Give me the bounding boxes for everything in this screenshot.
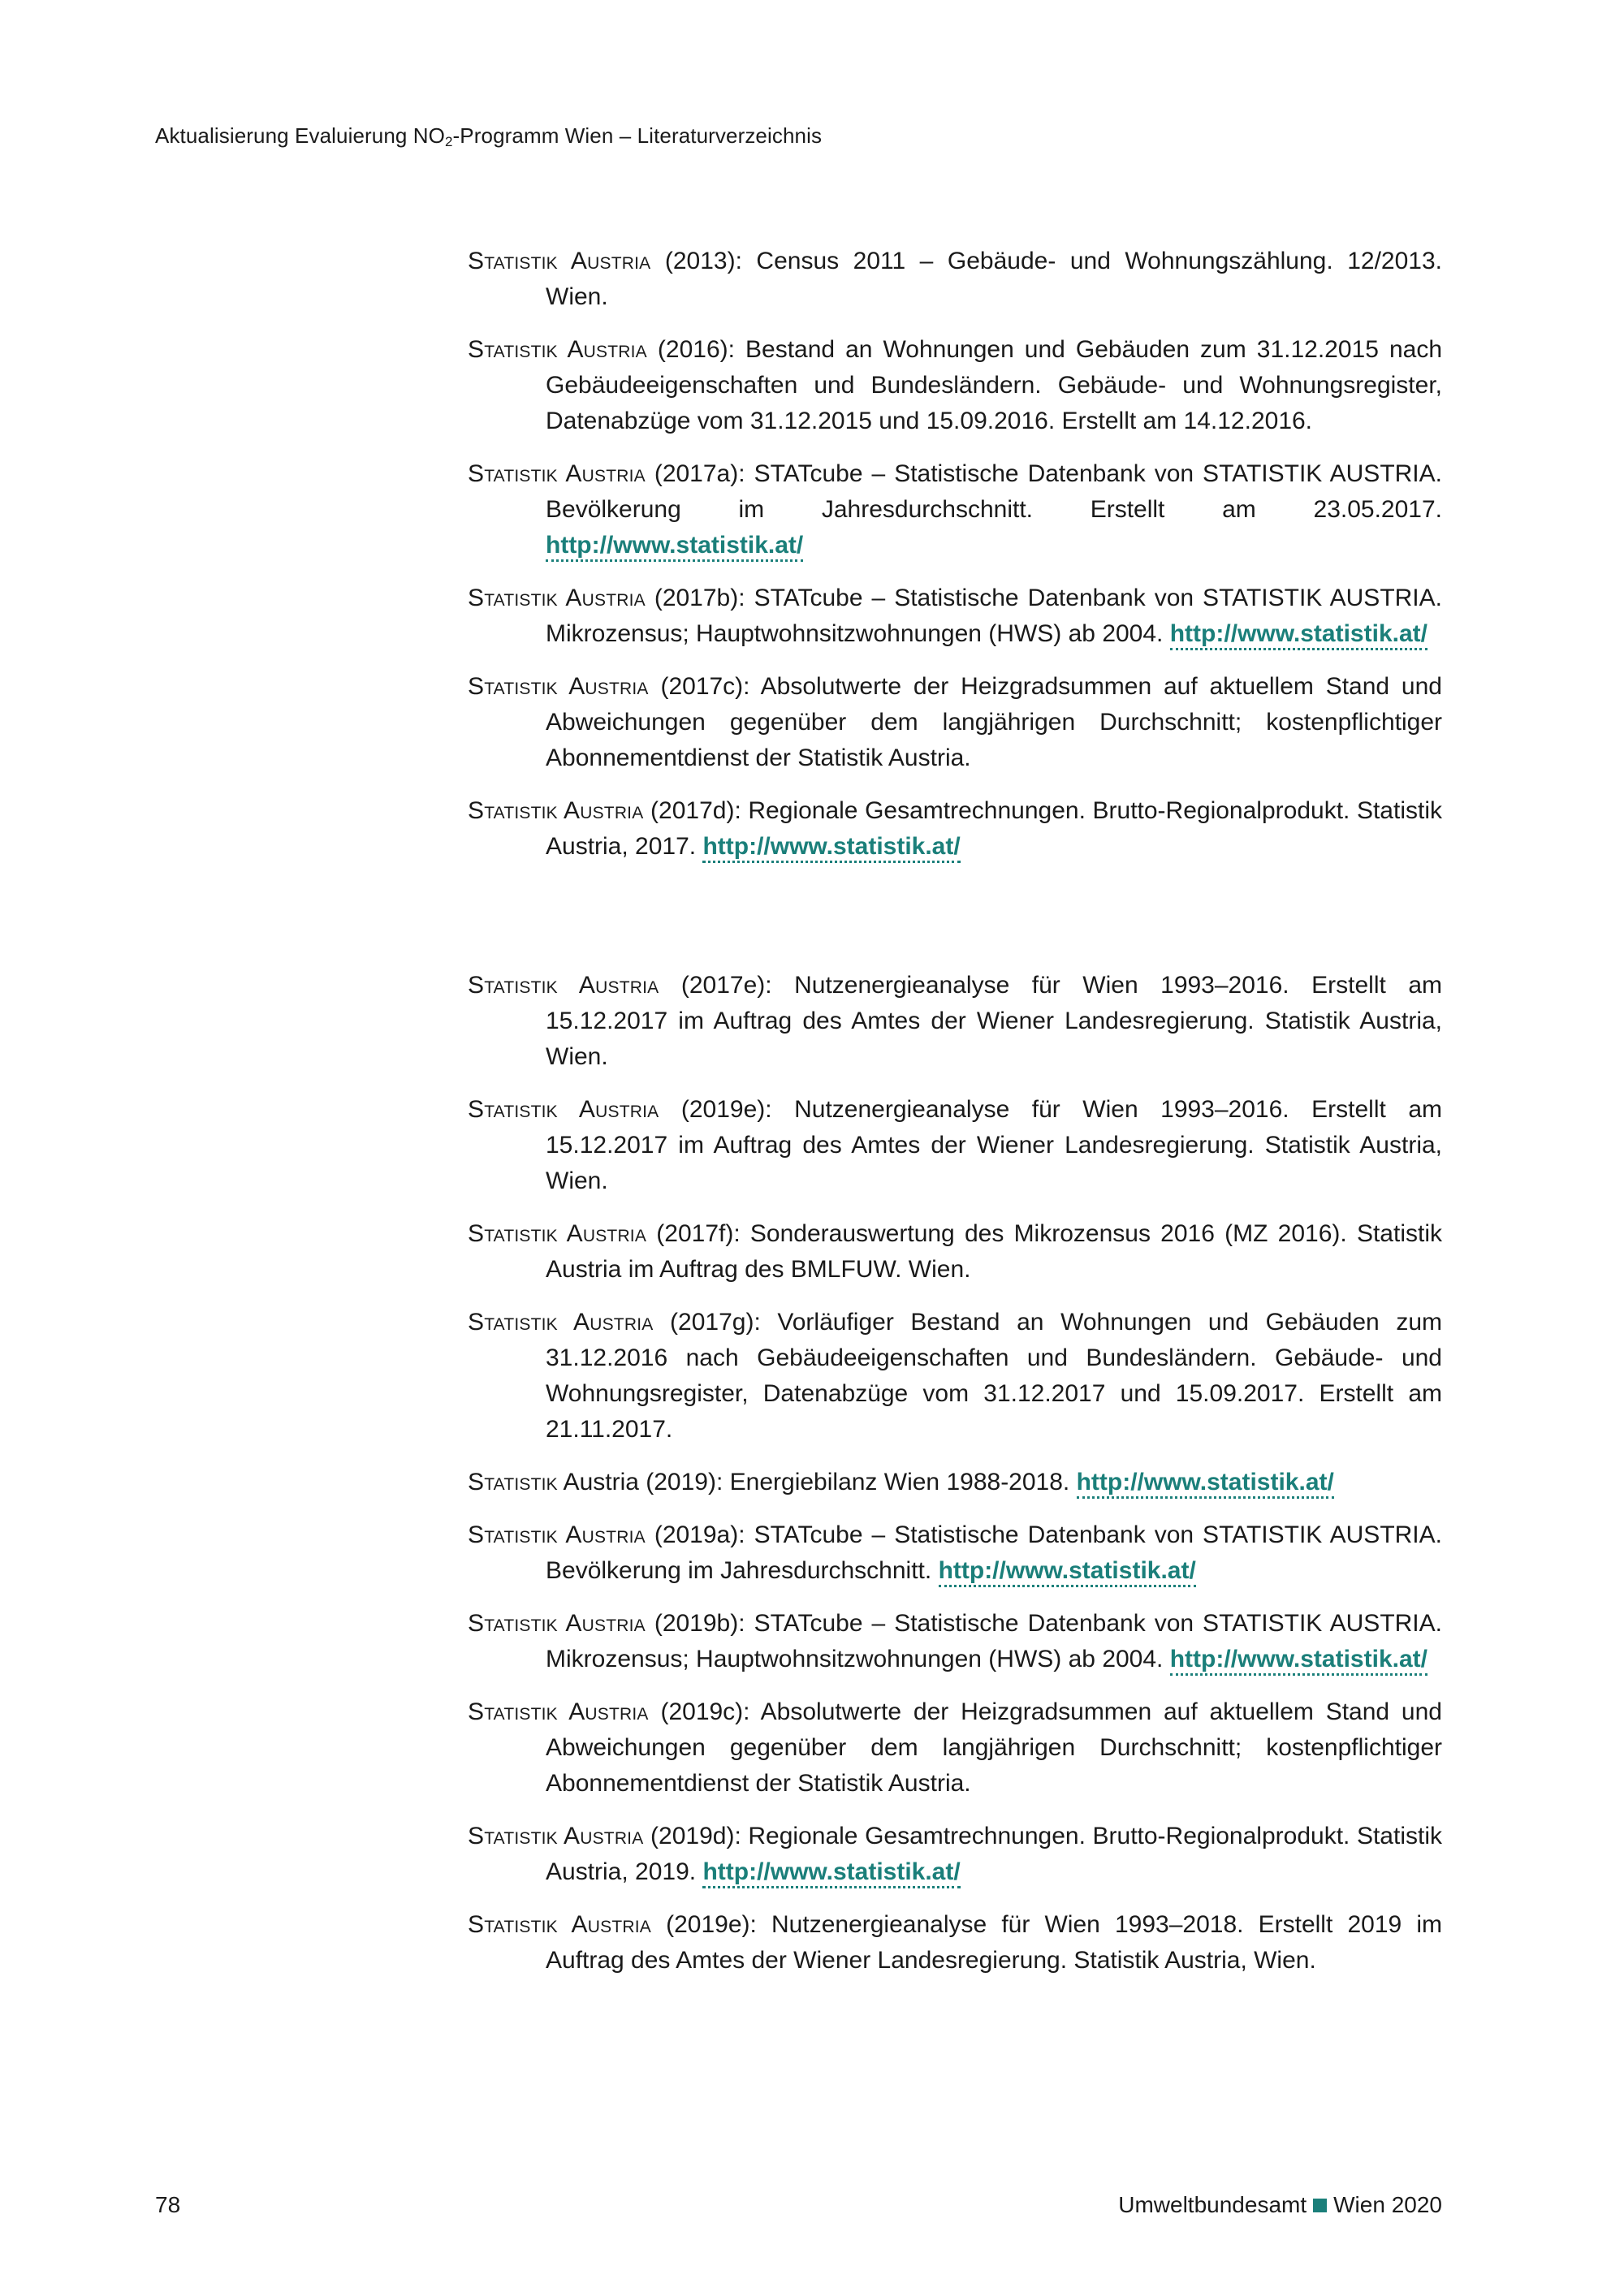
reference-author: Statistik Austria	[468, 673, 649, 700]
reference-text: (2019e): Nutzenergieanalyse für Wien 1993–2016. Erstellt am 15.12.2017 im Auftrag des Amtes der Wiener Landesregierung. Statistik Austria, Wien.	[546, 1096, 1442, 1194]
reference-link[interactable]: http://www.statistik.at/	[702, 833, 960, 863]
header-title-start: Aktualisierung Evaluierung NO	[155, 123, 445, 148]
reference-text: (2017c): Absolutwerte der Heizgradsummen auf aktuellem Stand und Abweichungen gegenüber dem langjährigen Durchschnitt; kostenpflichtiger Abonnementdienst der Statistik Austria.	[546, 673, 1442, 771]
reference-link[interactable]: http://www.statistik.at/	[1077, 1469, 1334, 1499]
reference-entry	[468, 968, 1442, 1075]
reference-entry	[468, 1819, 1442, 1890]
publisher-name: Umweltbundesamt	[1118, 2192, 1307, 2217]
reference-text: (2017f): Sonderauswertung des Mikrozensus 2016 (MZ 2016). Statistik Austria im Auftrag des BMLFUW. Wien.	[546, 1220, 1442, 1283]
reference-text: (2017g): Vorläufiger Bestand an Wohnungen und Gebäuden zum 31.12.2016 nach Gebäudeeigenschaften und Bundesländern. Gebäude- und Wohnungsregister, Datenabzüge vom 31.12.2017 und 15.09.2017. Erstellt am 21.11.2017.	[546, 1309, 1442, 1443]
reference-entry	[468, 669, 1442, 776]
reference-author: Statistik Austria	[468, 336, 647, 363]
reference-text: (2016): Bestand an Wohnungen und Gebäuden zum 31.12.2015 nach Gebäudeeigenschaften und Bundesländern. Gebäude- und Wohnungsregister, Datenabzüge vom 31.12.2015 und 15.09.2016. Erstellt am 14.12.2016.	[546, 336, 1443, 434]
reference-entry	[468, 456, 1442, 563]
reference-author: Statistik Austria	[468, 585, 646, 611]
reference-entry	[468, 793, 1442, 865]
reference-entry	[468, 1092, 1442, 1199]
reference-entry	[468, 332, 1442, 439]
reference-author: Statistik Austria	[468, 460, 646, 487]
reference-entry	[468, 244, 1442, 315]
page-number: 78	[155, 2192, 181, 2217]
location-year: Wien 2020	[1333, 2192, 1442, 2217]
reference-author: Statistik Austria	[468, 1911, 651, 1938]
footer-publisher	[1118, 2192, 1442, 2218]
reference-author: Statistik Austria	[468, 1096, 659, 1123]
reference-author: Statistik	[468, 1469, 558, 1495]
header-title-subscript: 2	[444, 134, 453, 149]
reference-author: Statistik Austria	[468, 1698, 649, 1725]
reference-author: Statistik Austria	[468, 797, 644, 824]
reference-entry	[468, 1216, 1442, 1288]
reference-text: (2019e): Nutzenergieanalyse für Wien 1993–2018. Erstellt 2019 im Auftrag des Amtes der Wiener Landesregierung. Statistik Austria, Wien.	[546, 1911, 1442, 1974]
reference-list	[468, 244, 1442, 1996]
reference-text: (2017a): STATcube – Statistische Datenbank von STATISTIK AUSTRIA. Bevölkerung im Jahresdurchschnitt. Erstellt am 23.05.2017.	[546, 460, 1442, 523]
reference-text: (2019b): STATcube – Statistische Datenbank von STATISTIK AUSTRIA. Mikrozensus; Hauptwohnsitzwohnungen (HWS) ab 2004.	[546, 1610, 1442, 1672]
reference-entry	[468, 1907, 1442, 1979]
reference-link[interactable]: http://www.statistik.at/	[702, 1858, 960, 1888]
reference-text: (2017e): Nutzenergieanalyse für Wien 1993–2016. Erstellt am 15.12.2017 im Auftrag des Amtes der Wiener Landesregierung. Statistik Austria, Wien.	[546, 972, 1442, 1070]
running-header	[155, 123, 822, 150]
reference-text: (2019d): Regionale Gesamtrechnungen. Brutto-Regionalprodukt. Statistik Austria, 2019.	[546, 1823, 1442, 1885]
reference-link[interactable]: http://www.statistik.at/	[1170, 620, 1427, 650]
reference-text: (2013): Census 2011 – Gebäude- und Wohnungszählung. 12/2013. Wien.	[546, 248, 1442, 310]
reference-entry	[468, 1305, 1442, 1448]
reference-entry	[468, 1517, 1442, 1589]
reference-author: Statistik Austria	[468, 1309, 654, 1336]
reference-text: (2019c): Absolutwerte der Heizgradsummen auf aktuellem Stand und Abweichungen gegenüber dem langjährigen Durchschnitt; kostenpflichtiger Abonnementdienst der Statistik Austria.	[546, 1698, 1442, 1797]
reference-author: Statistik Austria	[468, 1220, 647, 1247]
reference-link[interactable]: http://www.statistik.at/	[939, 1557, 1196, 1587]
reference-author: Statistik Austria	[468, 1610, 646, 1637]
reference-entry	[468, 580, 1442, 652]
reference-entry	[468, 1606, 1442, 1677]
reference-author: Statistik Austria	[468, 1823, 644, 1849]
reference-text: Austria (2019): Energiebilanz Wien 1988-2018.	[557, 1469, 1077, 1495]
reference-author: Statistik Austria	[468, 1521, 646, 1548]
reference-author: Statistik Austria	[468, 972, 659, 999]
reference-entry	[468, 1694, 1442, 1802]
reference-author: Statistik Austria	[468, 248, 651, 274]
reference-entry	[468, 1465, 1442, 1500]
header-title-end: -Programm Wien – Literaturverzeichnis	[452, 123, 823, 148]
square-bullet-icon	[1313, 2199, 1327, 2212]
reference-text: (2017d): Regionale Gesamtrechnungen. Brutto-Regionalprodukt. Statistik Austria, 2017.	[546, 797, 1442, 860]
reference-text: (2017b): STATcube – Statistische Datenbank von STATISTIK AUSTRIA. Mikrozensus; Hauptwohnsitzwohnungen (HWS) ab 2004.	[546, 585, 1442, 647]
reference-link[interactable]: http://www.statistik.at/	[1170, 1646, 1427, 1676]
reference-text: (2019a): STATcube – Statistische Datenbank von STATISTIK AUSTRIA. Bevölkerung im Jahresdurchschnitt.	[546, 1521, 1442, 1584]
reference-link[interactable]: http://www.statistik.at/	[546, 532, 803, 562]
